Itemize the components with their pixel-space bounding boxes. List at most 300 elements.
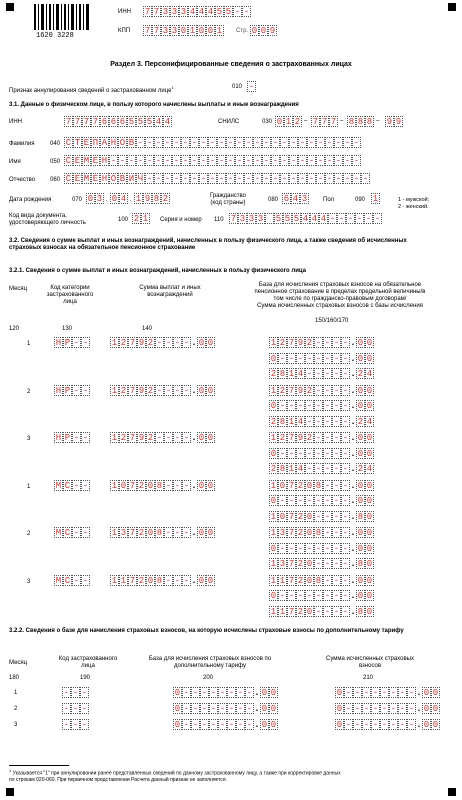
char-cell: 4 bbox=[297, 464, 304, 474]
char-cell: - bbox=[324, 369, 331, 379]
citizen-label: Гражданство (код страны) bbox=[210, 193, 246, 206]
char-cell: 2 bbox=[120, 385, 127, 396]
char-cell: 7 bbox=[288, 606, 295, 617]
s321-month: 2 bbox=[27, 388, 31, 395]
char-cell: 7 bbox=[129, 433, 136, 443]
s322-sum-kop-field[interactable] bbox=[422, 703, 440, 714]
char-cell: 7 bbox=[129, 575, 136, 586]
char-cell: 2 bbox=[297, 528, 304, 538]
s321-base-kop-field[interactable] bbox=[356, 480, 374, 491]
char-cell: - bbox=[324, 401, 331, 411]
char-cell: - bbox=[333, 496, 340, 506]
char-cell: - bbox=[333, 401, 340, 411]
char-cell: 0 bbox=[261, 688, 268, 698]
s321-base-kop-field[interactable] bbox=[356, 606, 374, 617]
s322-sum-field[interactable] bbox=[335, 703, 416, 714]
decimal-dot: . bbox=[351, 400, 355, 410]
char-cell: - bbox=[333, 369, 340, 379]
char-cell: 0 bbox=[357, 401, 364, 411]
decimal-dot: . bbox=[351, 352, 355, 363]
char-cell: - bbox=[306, 401, 313, 411]
s321-base-field[interactable] bbox=[269, 480, 350, 491]
char-cell: 3 bbox=[171, 7, 178, 17]
s321-base-field[interactable] bbox=[269, 432, 350, 443]
char-cell: 2 bbox=[279, 385, 286, 396]
char-cell: - bbox=[324, 575, 331, 586]
s322-sum-field[interactable] bbox=[335, 719, 416, 730]
char-cell: 7 bbox=[129, 480, 136, 491]
char-cell: 1 bbox=[372, 194, 379, 204]
char-cell: 3 bbox=[301, 194, 308, 204]
char-cell: 9 bbox=[138, 433, 145, 443]
char-cell: - bbox=[82, 480, 89, 491]
decimal-dot: . bbox=[351, 384, 355, 395]
char-cell: 0 bbox=[366, 496, 373, 506]
header-kpp-field[interactable] bbox=[143, 25, 224, 36]
char-cell: 0 bbox=[261, 720, 268, 730]
char-cell: - bbox=[288, 353, 295, 364]
char-cell: - bbox=[324, 416, 331, 427]
char-cell: - bbox=[182, 174, 189, 184]
snils-dash: – bbox=[340, 118, 344, 124]
char-cell: 4 bbox=[120, 194, 127, 204]
char-cell: - bbox=[342, 575, 349, 586]
footnote: $^1$ Указывается "1" при аннулировании ранее представленных сведений по данному застрахованному лицу, а также при корректировке данных по строкам 020-060. При первичном представлении Расчета данный признак не заполняется. bbox=[9, 768, 341, 783]
s321-base-field[interactable] bbox=[269, 575, 350, 586]
char-cell: - bbox=[306, 448, 313, 459]
snils-field-4[interactable] bbox=[385, 116, 403, 127]
decimal-dot: . bbox=[351, 463, 355, 473]
char-cell: - bbox=[165, 338, 172, 348]
char-cell: - bbox=[333, 416, 340, 427]
char-cell: - bbox=[155, 156, 162, 166]
char-cell: 2 bbox=[147, 338, 154, 348]
char-cell: - bbox=[315, 591, 322, 601]
s321-category-field[interactable] bbox=[54, 432, 90, 443]
char-cell: 6 bbox=[101, 117, 108, 127]
char-cell: 8 bbox=[279, 369, 286, 379]
s322-col-base: База для исчисления страховых взносов по дополнительному тарифу bbox=[148, 656, 272, 669]
decimal-dot: . bbox=[351, 510, 355, 521]
char-cell: - bbox=[236, 138, 243, 148]
char-cell: - bbox=[146, 138, 153, 148]
s321-base-kop-field[interactable] bbox=[356, 368, 374, 379]
char-cell: 0 bbox=[357, 338, 364, 348]
char-cell: - bbox=[342, 401, 349, 411]
s321-sum-field[interactable] bbox=[110, 337, 191, 348]
s322-sum-field[interactable] bbox=[335, 687, 416, 698]
snils-field-2[interactable] bbox=[311, 116, 338, 127]
char-cell: 0 bbox=[366, 511, 373, 522]
s321-sum-field[interactable] bbox=[110, 432, 191, 443]
s321-base-kop-field[interactable] bbox=[356, 385, 374, 396]
char-cell: 4 bbox=[207, 7, 214, 17]
char-cell: 2 bbox=[297, 575, 304, 586]
char-cell: - bbox=[345, 720, 352, 730]
char-cell: 0 bbox=[366, 528, 373, 538]
char-cell: - bbox=[192, 704, 199, 714]
char-cell: С bbox=[65, 138, 72, 148]
char-cell: 3 bbox=[171, 26, 178, 36]
char-cell: 9 bbox=[138, 385, 145, 396]
s322-base-field[interactable] bbox=[173, 703, 254, 714]
decimal-dot: . bbox=[192, 479, 196, 490]
s321-category-field[interactable] bbox=[54, 575, 90, 586]
char-cell: 5 bbox=[216, 7, 223, 17]
char-cell: - bbox=[165, 385, 172, 396]
decimal-dot: . bbox=[351, 479, 355, 490]
doc-type-field[interactable] bbox=[132, 213, 150, 224]
s321-base-kop-field[interactable] bbox=[356, 400, 374, 411]
char-cell: - bbox=[333, 559, 340, 569]
char-cell: - bbox=[326, 156, 333, 166]
char-cell: - bbox=[315, 543, 322, 554]
char-cell: - bbox=[333, 353, 340, 364]
char-cell: 3 bbox=[239, 214, 246, 224]
char-cell: - bbox=[333, 575, 340, 586]
char-cell: М bbox=[55, 528, 62, 538]
s321-sum-field[interactable] bbox=[110, 385, 191, 396]
char-cell: - bbox=[73, 338, 80, 348]
s322-base-field[interactable] bbox=[173, 687, 254, 698]
char-cell: - bbox=[324, 511, 331, 522]
char-cell: 7 bbox=[153, 7, 160, 17]
char-cell: Н bbox=[110, 138, 117, 148]
s321-base-kop-field[interactable] bbox=[356, 337, 374, 348]
dob-year-field[interactable] bbox=[134, 193, 170, 204]
s321-base-field[interactable] bbox=[269, 606, 350, 617]
char-cell: - bbox=[272, 138, 279, 148]
char-cell: - bbox=[354, 704, 361, 714]
char-cell: - bbox=[381, 704, 388, 714]
sex-field[interactable] bbox=[371, 193, 380, 204]
char-cell: - bbox=[183, 385, 190, 396]
char-cell: 7 bbox=[321, 117, 328, 127]
char-cell: - bbox=[183, 704, 190, 714]
char-cell: - bbox=[146, 174, 153, 184]
char-cell: - bbox=[299, 156, 306, 166]
annul-code: 010 bbox=[232, 84, 243, 90]
char-cell: - bbox=[342, 433, 349, 443]
char-cell: - bbox=[73, 480, 80, 491]
s322-base-field[interactable] bbox=[173, 719, 254, 730]
char-cell: 8 bbox=[357, 117, 364, 127]
s321-base-kop-field[interactable] bbox=[356, 543, 374, 554]
char-cell: 0 bbox=[366, 401, 373, 411]
char-cell: - bbox=[210, 720, 217, 730]
char-cell: 0 bbox=[366, 606, 373, 617]
imya-field[interactable] bbox=[64, 155, 361, 166]
s321-base-field[interactable] bbox=[269, 400, 350, 411]
char-cell: - bbox=[299, 174, 306, 184]
char-cell: - bbox=[183, 480, 190, 491]
s321-base-field[interactable] bbox=[269, 337, 350, 348]
char-cell: 0 bbox=[306, 528, 313, 538]
char-cell: - bbox=[245, 174, 252, 184]
char-cell: 0 bbox=[336, 688, 343, 698]
char-cell: 0 bbox=[174, 720, 181, 730]
s321-sum-kop-field[interactable] bbox=[197, 337, 215, 348]
char-cell: - bbox=[290, 174, 297, 184]
s322-base-kop-field[interactable] bbox=[260, 703, 278, 714]
char-cell: 0 bbox=[357, 496, 364, 506]
char-cell: - bbox=[137, 138, 144, 148]
s321-category-field[interactable] bbox=[54, 385, 90, 396]
char-cell: Т bbox=[74, 138, 81, 148]
char-cell: - bbox=[344, 156, 351, 166]
s321-base-field[interactable] bbox=[269, 527, 350, 538]
s321-sum-kop-field[interactable] bbox=[197, 527, 215, 538]
s322-code-sum: 210 bbox=[363, 675, 374, 681]
char-cell: В bbox=[119, 174, 126, 184]
char-cell: 1 bbox=[270, 385, 277, 396]
s321-base-field[interactable] bbox=[269, 385, 350, 396]
char-cell: 1 bbox=[270, 511, 277, 522]
char-cell: 2 bbox=[138, 528, 145, 538]
decimal-dot: . bbox=[417, 687, 421, 697]
dob-day-field[interactable] bbox=[86, 193, 104, 204]
s321-sum-kop-field[interactable] bbox=[197, 480, 215, 491]
char-cell: 0 bbox=[270, 591, 277, 601]
page-number-field[interactable] bbox=[250, 25, 277, 36]
char-cell: 3 bbox=[257, 214, 264, 224]
char-cell: - bbox=[381, 720, 388, 730]
char-cell: 3 bbox=[96, 194, 103, 204]
snils-field-3[interactable] bbox=[347, 116, 374, 127]
char-cell: - bbox=[219, 688, 226, 698]
char-cell: 1 bbox=[270, 480, 277, 491]
char-cell: - bbox=[182, 138, 189, 148]
s321-sum-kop-field[interactable] bbox=[197, 432, 215, 443]
s321-base-field[interactable] bbox=[269, 558, 350, 569]
char-cell: - bbox=[408, 688, 415, 698]
s322-base-kop-field[interactable] bbox=[260, 719, 278, 730]
char-cell: - bbox=[297, 448, 304, 459]
familiya-field[interactable] bbox=[64, 137, 361, 148]
s321-base-kop-field[interactable] bbox=[356, 527, 374, 538]
char-cell: 5 bbox=[146, 117, 153, 127]
char-cell: - bbox=[218, 138, 225, 148]
s321-base-kop-field[interactable] bbox=[356, 511, 374, 522]
char-cell: - bbox=[342, 511, 349, 522]
decimal-dot: . bbox=[192, 384, 196, 395]
char-cell: - bbox=[137, 156, 144, 166]
imya-label: Имя bbox=[9, 159, 21, 165]
s322-base-kop-field[interactable] bbox=[260, 687, 278, 698]
char-cell: - bbox=[73, 528, 80, 538]
char-cell: 0 bbox=[198, 528, 205, 538]
char-cell: 8 bbox=[348, 117, 355, 127]
char-cell: - bbox=[324, 338, 331, 348]
char-cell: - bbox=[201, 720, 208, 730]
s321-base-kop-field[interactable] bbox=[356, 416, 374, 427]
char-cell: Р bbox=[64, 433, 71, 443]
char-cell: 0 bbox=[87, 194, 94, 204]
otchestvo-field[interactable] bbox=[64, 173, 370, 184]
s322-code-field[interactable] bbox=[62, 687, 89, 698]
char-cell: - bbox=[272, 174, 279, 184]
char-cell: - bbox=[372, 704, 379, 714]
char-cell: - bbox=[408, 704, 415, 714]
char-cell: С bbox=[64, 480, 71, 491]
s321-base-kop-field[interactable] bbox=[356, 463, 374, 474]
s322-sum-kop-field[interactable] bbox=[422, 719, 440, 730]
char-cell: - bbox=[338, 214, 345, 224]
s321-sum-field[interactable] bbox=[110, 480, 191, 491]
char-cell: - bbox=[234, 7, 241, 17]
char-cell: - bbox=[227, 138, 234, 148]
char-cell: - bbox=[308, 174, 315, 184]
s321-sum-field[interactable] bbox=[110, 527, 191, 538]
s321-category-field[interactable] bbox=[54, 527, 90, 538]
decimal-dot: . bbox=[351, 527, 355, 537]
char-cell: 0 bbox=[336, 720, 343, 730]
char-cell: Е bbox=[92, 174, 99, 184]
char-cell: 8 bbox=[315, 575, 322, 586]
annul-field[interactable] bbox=[247, 81, 256, 92]
char-cell: - bbox=[342, 448, 349, 459]
snils-field-1[interactable] bbox=[275, 116, 302, 127]
s321-base-field[interactable] bbox=[269, 511, 350, 522]
s321-base-field[interactable] bbox=[269, 353, 350, 364]
char-cell: - bbox=[333, 591, 340, 601]
char-cell: - bbox=[324, 528, 331, 538]
s321-category-field[interactable] bbox=[54, 337, 90, 348]
char-cell: 3 bbox=[279, 559, 286, 569]
char-cell: - bbox=[317, 156, 324, 166]
char-cell: 7 bbox=[230, 214, 237, 224]
char-cell: Н bbox=[55, 338, 62, 348]
s321-sum-field[interactable] bbox=[110, 575, 191, 586]
s321-base-kop-field[interactable] bbox=[356, 575, 374, 586]
char-cell: 0 bbox=[366, 575, 373, 586]
char-cell: - bbox=[399, 688, 406, 698]
decimal-dot: . bbox=[351, 368, 355, 378]
char-cell: - bbox=[317, 138, 324, 148]
s321-sum-kop-field[interactable] bbox=[197, 385, 215, 396]
char-cell: - bbox=[237, 704, 244, 714]
char-cell: - bbox=[353, 138, 360, 148]
s321-base-field[interactable] bbox=[269, 463, 350, 474]
char-cell: - bbox=[342, 480, 349, 491]
char-cell: 2 bbox=[147, 433, 154, 443]
s322-code-field[interactable] bbox=[62, 703, 89, 714]
char-cell: - bbox=[209, 138, 216, 148]
char-cell: 4 bbox=[366, 416, 373, 427]
char-cell: - bbox=[279, 543, 286, 554]
s322-month: 3 bbox=[14, 722, 18, 728]
char-cell: - bbox=[342, 464, 349, 474]
s321-sum-kop-field[interactable] bbox=[197, 575, 215, 586]
char-cell: - bbox=[173, 138, 180, 148]
char-cell: Е bbox=[83, 138, 90, 148]
char-cell: 7 bbox=[288, 575, 295, 586]
char-cell: 7 bbox=[288, 338, 295, 348]
char-cell: 2 bbox=[357, 369, 364, 379]
s321-base-kop-field[interactable] bbox=[356, 448, 374, 459]
char-cell: - bbox=[81, 704, 88, 714]
otchestvo-code: 060 bbox=[50, 177, 61, 183]
s321-base-kop-field[interactable] bbox=[356, 590, 374, 601]
char-cell: - bbox=[342, 369, 349, 379]
char-cell: 0 bbox=[423, 720, 430, 730]
s321-base-kop-field[interactable] bbox=[356, 558, 374, 569]
s322-sum-kop-field[interactable] bbox=[422, 687, 440, 698]
char-cell: 2 bbox=[294, 117, 301, 127]
char-cell: 0 bbox=[270, 353, 277, 364]
char-cell: - bbox=[342, 559, 349, 569]
char-cell: 1 bbox=[135, 194, 142, 204]
char-cell: - bbox=[164, 138, 171, 148]
char-cell: 0 bbox=[306, 606, 313, 617]
s321-base-kop-field[interactable] bbox=[356, 432, 374, 443]
char-cell: Е bbox=[92, 156, 99, 166]
s321-base-kop-field[interactable] bbox=[356, 495, 374, 506]
char-cell: - bbox=[236, 156, 243, 166]
s321-base-field[interactable] bbox=[269, 590, 350, 601]
char-cell: - bbox=[288, 591, 295, 601]
s321-base-field[interactable] bbox=[269, 495, 350, 506]
char-cell: - bbox=[324, 543, 331, 554]
decimal-dot: . bbox=[351, 590, 355, 600]
s322-code-code: 190 bbox=[80, 675, 91, 681]
char-cell: 2 bbox=[306, 338, 313, 348]
s321-title: 3.2.1. Сведения о сумме выплат и иных вознаграждений, начисленных в пользу физического лица bbox=[9, 268, 306, 274]
char-cell: 2 bbox=[297, 606, 304, 617]
char-cell: - bbox=[372, 720, 379, 730]
char-cell: А bbox=[101, 138, 108, 148]
char-cell: 8 bbox=[315, 528, 322, 538]
char-cell: 0 bbox=[357, 575, 364, 586]
char-cell: 3 bbox=[162, 7, 169, 17]
char-cell: 2 bbox=[120, 433, 127, 443]
s322-code-field[interactable] bbox=[62, 719, 89, 730]
char-cell: 7 bbox=[129, 338, 136, 348]
char-cell: - bbox=[245, 138, 252, 148]
char-cell: - bbox=[82, 575, 89, 586]
series-field[interactable] bbox=[229, 213, 382, 224]
char-cell: 7 bbox=[144, 7, 151, 17]
dob-month-field[interactable] bbox=[110, 193, 128, 204]
header-inn-field[interactable] bbox=[143, 6, 251, 17]
s321-base-field[interactable] bbox=[269, 416, 350, 427]
char-cell: 3 bbox=[248, 214, 255, 224]
s321-category-field[interactable] bbox=[54, 480, 90, 491]
char-cell: - bbox=[306, 543, 313, 554]
char-cell: - bbox=[333, 480, 340, 491]
char-cell: - bbox=[333, 433, 340, 443]
char-cell: - bbox=[119, 156, 126, 166]
char-cell: 0 bbox=[207, 480, 214, 491]
char-cell: - bbox=[263, 138, 270, 148]
char-cell: - bbox=[210, 704, 217, 714]
citizen-field[interactable] bbox=[282, 193, 309, 204]
s321-base-kop-field[interactable] bbox=[356, 353, 374, 364]
char-cell: - bbox=[155, 174, 162, 184]
s321-base-field[interactable] bbox=[269, 543, 350, 554]
char-cell: - bbox=[342, 606, 349, 617]
inn-field[interactable] bbox=[64, 116, 172, 127]
char-cell: 1 bbox=[270, 575, 277, 586]
s321-base-field[interactable] bbox=[269, 448, 350, 459]
char-cell: 8 bbox=[156, 528, 163, 538]
char-cell: 0 bbox=[357, 480, 364, 491]
char-cell: 5 bbox=[128, 117, 135, 127]
s321-base-field[interactable] bbox=[269, 368, 350, 379]
char-cell: - bbox=[324, 559, 331, 569]
char-cell: 9 bbox=[386, 117, 393, 127]
char-cell: 7 bbox=[129, 528, 136, 538]
